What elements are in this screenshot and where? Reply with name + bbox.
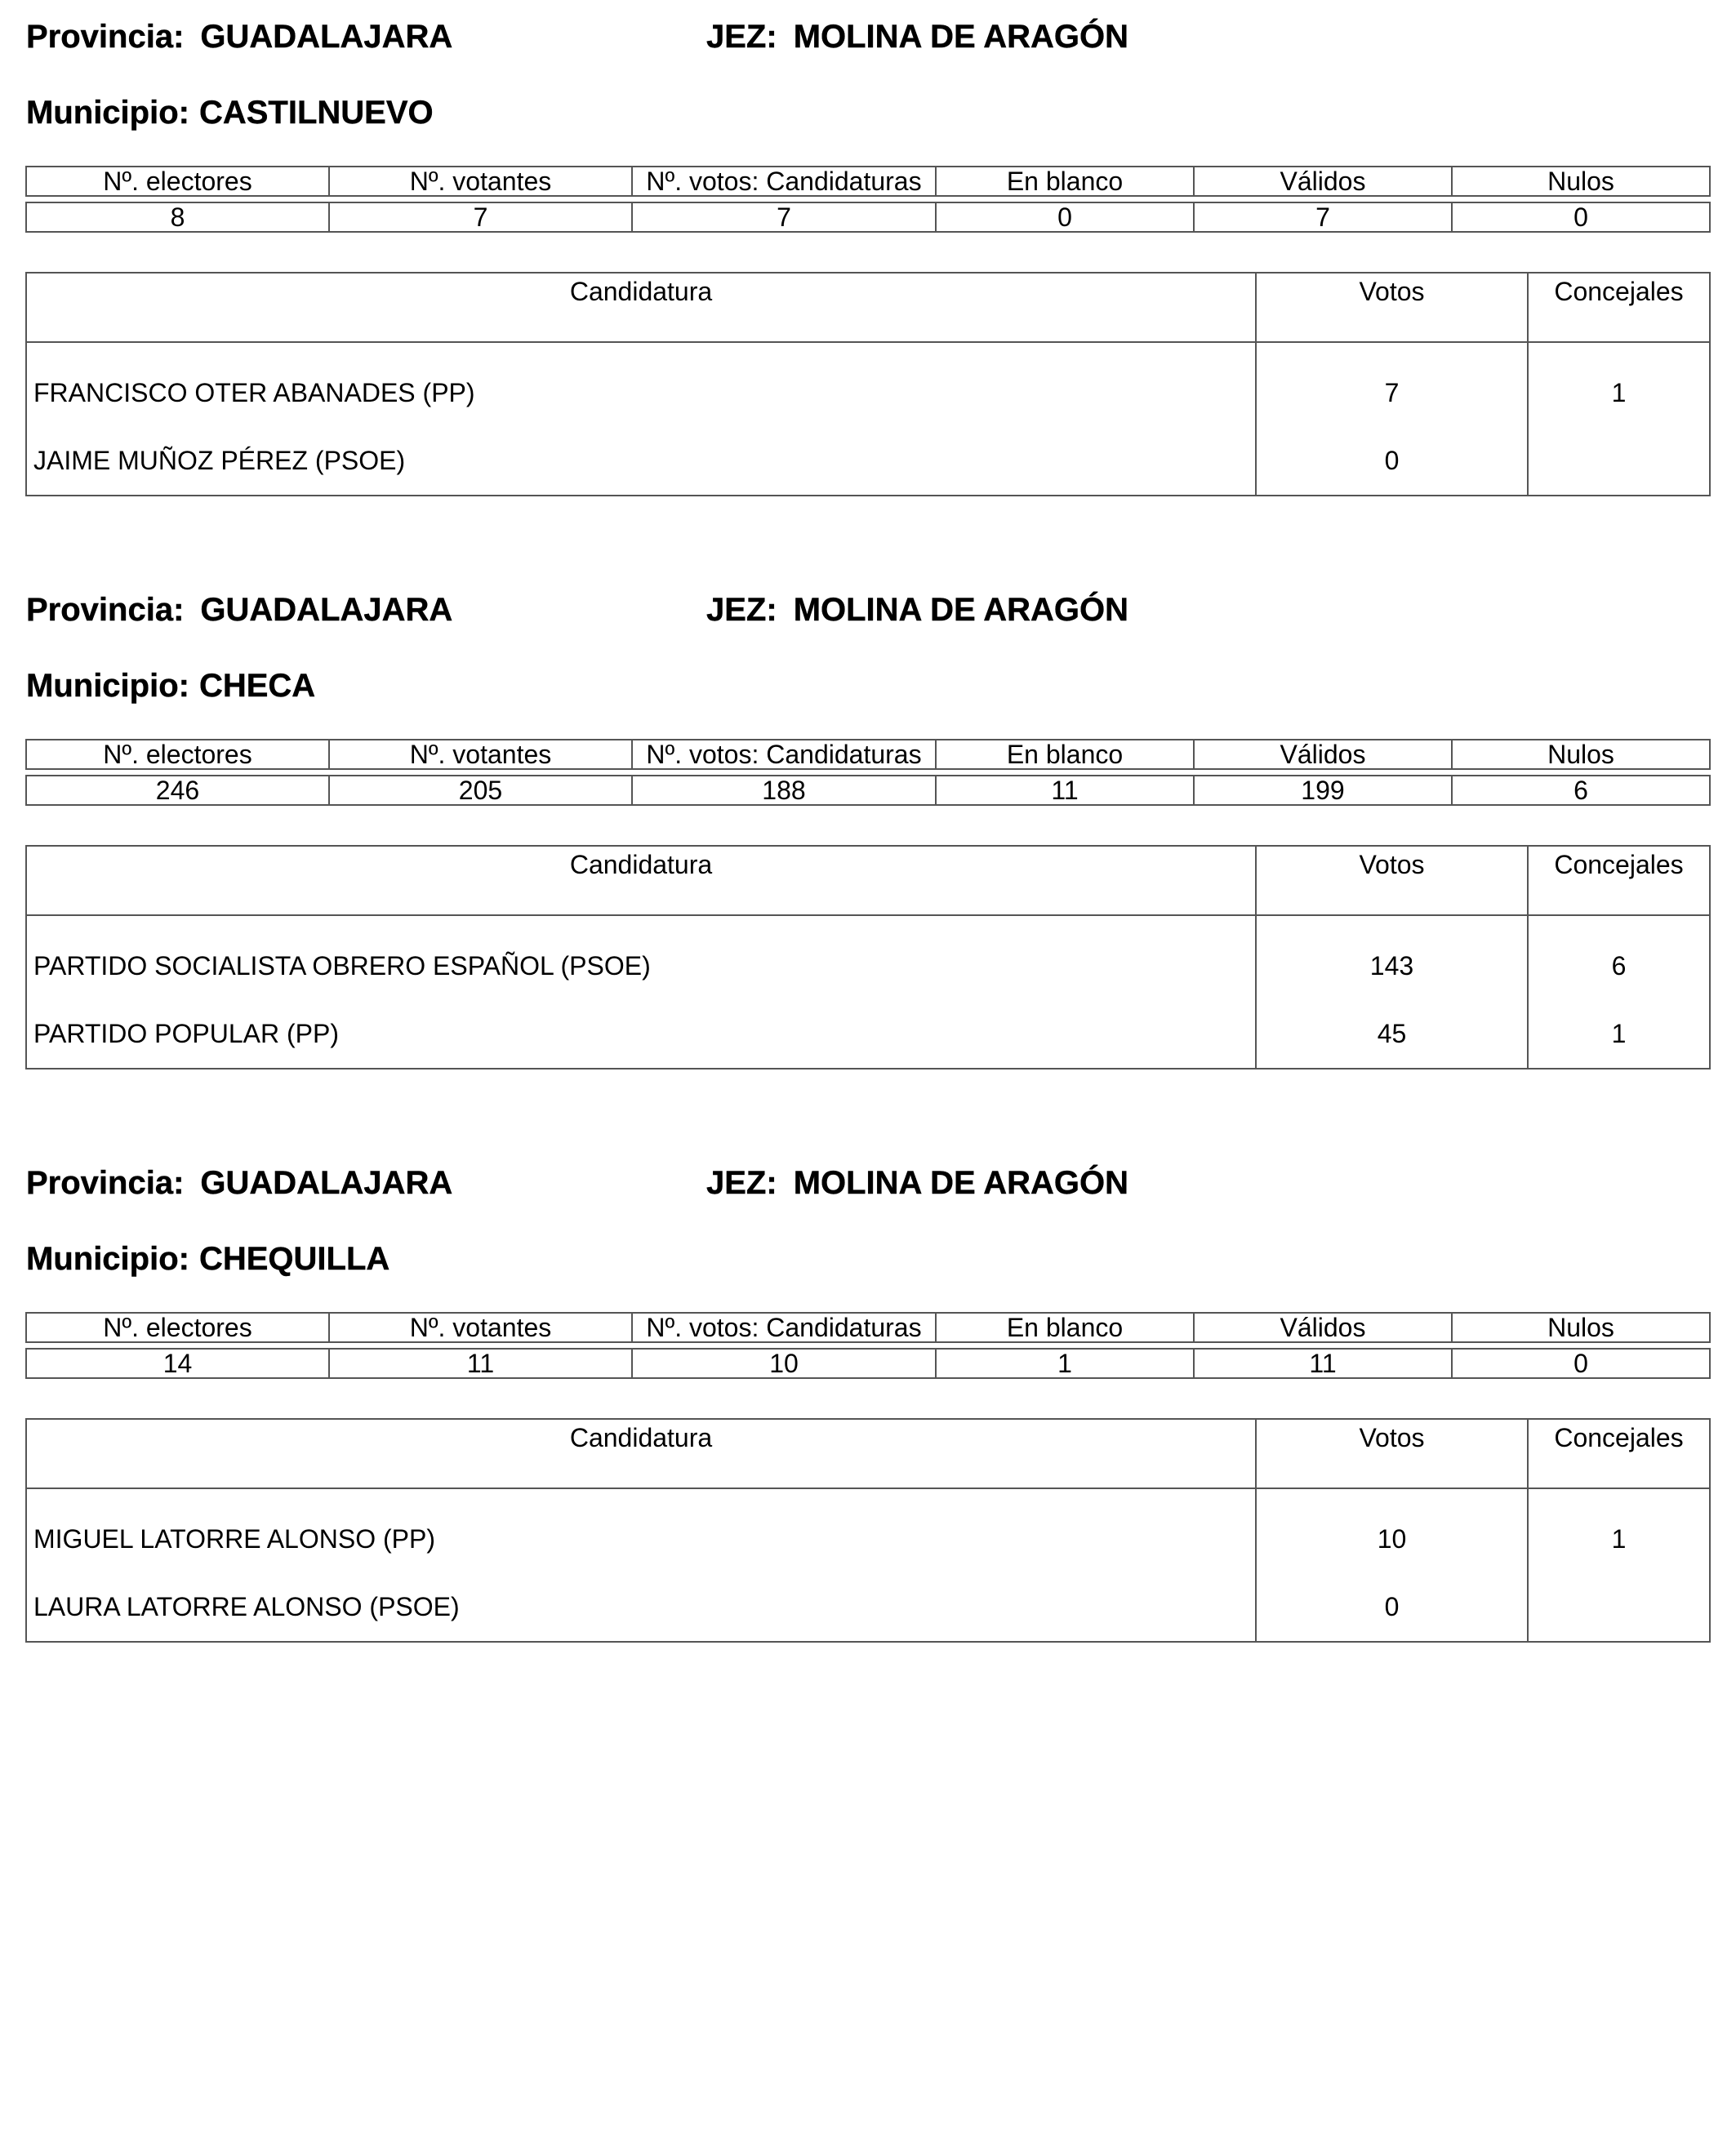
validos-value: 11 — [1194, 1349, 1452, 1378]
provincia-label: Provincia: — [26, 1165, 185, 1201]
nulos-value: 0 — [1452, 202, 1710, 232]
jez-heading — [706, 18, 1128, 56]
section-chequilla — [0, 1146, 1736, 1718]
provincia-value: GUADALAJARA — [200, 592, 453, 628]
provincia-label: Provincia: — [26, 592, 185, 628]
candidate-concejales: 1 — [1528, 1488, 1710, 1572]
votos-header: Votos — [1256, 846, 1528, 915]
votantes-value: 205 — [329, 776, 632, 805]
electores-value: 8 — [26, 202, 329, 232]
jez-value: MOLINA DE ARAGÓN — [793, 19, 1129, 55]
stats-table — [25, 1312, 1711, 1379]
electores-header: Nº. electores — [26, 167, 329, 196]
candidate-row — [26, 915, 1710, 999]
candidate-votos: 7 — [1256, 342, 1528, 426]
votos-candidaturas-header: Nº. votos: Candidaturas — [632, 740, 936, 769]
candidatura-header: Candidatura — [26, 846, 1256, 915]
candidate-votos: 0 — [1256, 426, 1528, 496]
votos-candidaturas-value: 10 — [632, 1349, 936, 1378]
candidates-table — [25, 272, 1711, 496]
provincia-heading — [26, 18, 452, 56]
candidates-table — [25, 1418, 1711, 1643]
candidate-votos: 143 — [1256, 915, 1528, 999]
electores-header: Nº. electores — [26, 1313, 329, 1342]
municipio-heading — [26, 667, 315, 705]
candidate-row — [26, 342, 1710, 426]
stats-header-row — [26, 167, 1710, 196]
stats-values-row — [26, 202, 1710, 232]
nulos-header: Nulos — [1452, 167, 1710, 196]
provincia-value: GUADALAJARA — [200, 19, 453, 55]
candidatura-header: Candidatura — [26, 1419, 1256, 1488]
stats-header-row — [26, 1313, 1710, 1342]
candidate-concejales — [1528, 1572, 1710, 1642]
candidate-name: FRANCISCO OTER ABANADES (PP) — [26, 342, 1256, 426]
municipio-label: Municipio: — [26, 1241, 189, 1277]
candidate-name: MIGUEL LATORRE ALONSO (PP) — [26, 1488, 1256, 1572]
candidate-votos: 10 — [1256, 1488, 1528, 1572]
electores-value: 14 — [26, 1349, 329, 1378]
validos-header: Válidos — [1194, 1313, 1452, 1342]
municipio-label: Municipio: — [26, 668, 189, 704]
votos-header: Votos — [1256, 273, 1528, 342]
candidate-votos: 0 — [1256, 1572, 1528, 1642]
votantes-header: Nº. votantes — [329, 1313, 632, 1342]
validos-header: Válidos — [1194, 740, 1452, 769]
candidate-name: JAIME MUÑOZ PÉREZ (PSOE) — [26, 426, 1256, 496]
en-blanco-header: En blanco — [936, 167, 1194, 196]
provincia-heading — [26, 591, 452, 629]
jez-label: JEZ: — [706, 592, 777, 628]
concejales-header: Concejales — [1528, 846, 1710, 915]
municipio-heading — [26, 94, 434, 131]
votantes-header: Nº. votantes — [329, 167, 632, 196]
jez-heading — [706, 1164, 1128, 1202]
en-blanco-header: En blanco — [936, 740, 1194, 769]
en-blanco-header: En blanco — [936, 1313, 1194, 1342]
candidates-header-row — [26, 846, 1710, 915]
candidate-name: LAURA LATORRE ALONSO (PSOE) — [26, 1572, 1256, 1642]
stats-values-row — [26, 776, 1710, 805]
candidate-concejales: 1 — [1528, 999, 1710, 1069]
provincia-value: GUADALAJARA — [200, 1165, 453, 1201]
concejales-header: Concejales — [1528, 1419, 1710, 1488]
en-blanco-value: 11 — [936, 776, 1194, 805]
municipio-value: CASTILNUEVO — [198, 95, 434, 131]
candidate-concejales: 1 — [1528, 342, 1710, 426]
jez-value: MOLINA DE ARAGÓN — [793, 1165, 1129, 1201]
validos-value: 199 — [1194, 776, 1452, 805]
en-blanco-value: 1 — [936, 1349, 1194, 1378]
votantes-header: Nº. votantes — [329, 740, 632, 769]
candidate-concejales: 6 — [1528, 915, 1710, 999]
candidate-name: PARTIDO SOCIALISTA OBRERO ESPAÑOL (PSOE) — [26, 915, 1256, 999]
stats-header-row — [26, 740, 1710, 769]
stats-table — [25, 166, 1711, 233]
votantes-value: 11 — [329, 1349, 632, 1378]
nulos-header: Nulos — [1452, 1313, 1710, 1342]
stats-values-row — [26, 1349, 1710, 1378]
candidate-row — [26, 1572, 1710, 1642]
votos-header: Votos — [1256, 1419, 1528, 1488]
votos-candidaturas-header: Nº. votos: Candidaturas — [632, 1313, 936, 1342]
validos-header: Válidos — [1194, 167, 1452, 196]
candidates-header-row — [26, 273, 1710, 342]
electores-header: Nº. electores — [26, 740, 329, 769]
concejales-header: Concejales — [1528, 273, 1710, 342]
en-blanco-value: 0 — [936, 202, 1194, 232]
provincia-label: Provincia: — [26, 19, 185, 55]
jez-value: MOLINA DE ARAGÓN — [793, 592, 1129, 628]
provincia-heading — [26, 1164, 452, 1202]
stats-table — [25, 739, 1711, 806]
section-checa — [0, 573, 1736, 1145]
candidate-votos: 45 — [1256, 999, 1528, 1069]
candidates-header-row — [26, 1419, 1710, 1488]
candidate-row — [26, 426, 1710, 496]
municipio-heading — [26, 1240, 389, 1278]
candidate-concejales — [1528, 426, 1710, 496]
validos-value: 7 — [1194, 202, 1452, 232]
jez-label: JEZ: — [706, 19, 777, 55]
votos-candidaturas-header: Nº. votos: Candidaturas — [632, 167, 936, 196]
candidate-row — [26, 999, 1710, 1069]
municipio-value: CHEQUILLA — [198, 1241, 390, 1277]
nulos-value: 6 — [1452, 776, 1710, 805]
votantes-value: 7 — [329, 202, 632, 232]
nulos-value: 0 — [1452, 1349, 1710, 1378]
candidatura-header: Candidatura — [26, 273, 1256, 342]
candidate-name: PARTIDO POPULAR (PP) — [26, 999, 1256, 1069]
jez-heading — [706, 591, 1128, 629]
electores-value: 246 — [26, 776, 329, 805]
nulos-header: Nulos — [1452, 740, 1710, 769]
votos-candidaturas-value: 7 — [632, 202, 936, 232]
candidate-row — [26, 1488, 1710, 1572]
municipio-label: Municipio: — [26, 95, 189, 131]
jez-label: JEZ: — [706, 1165, 777, 1201]
candidates-table — [25, 845, 1711, 1070]
votos-candidaturas-value: 188 — [632, 776, 936, 805]
municipio-value: CHECA — [198, 668, 316, 704]
section-castilnuevo — [0, 0, 1736, 571]
